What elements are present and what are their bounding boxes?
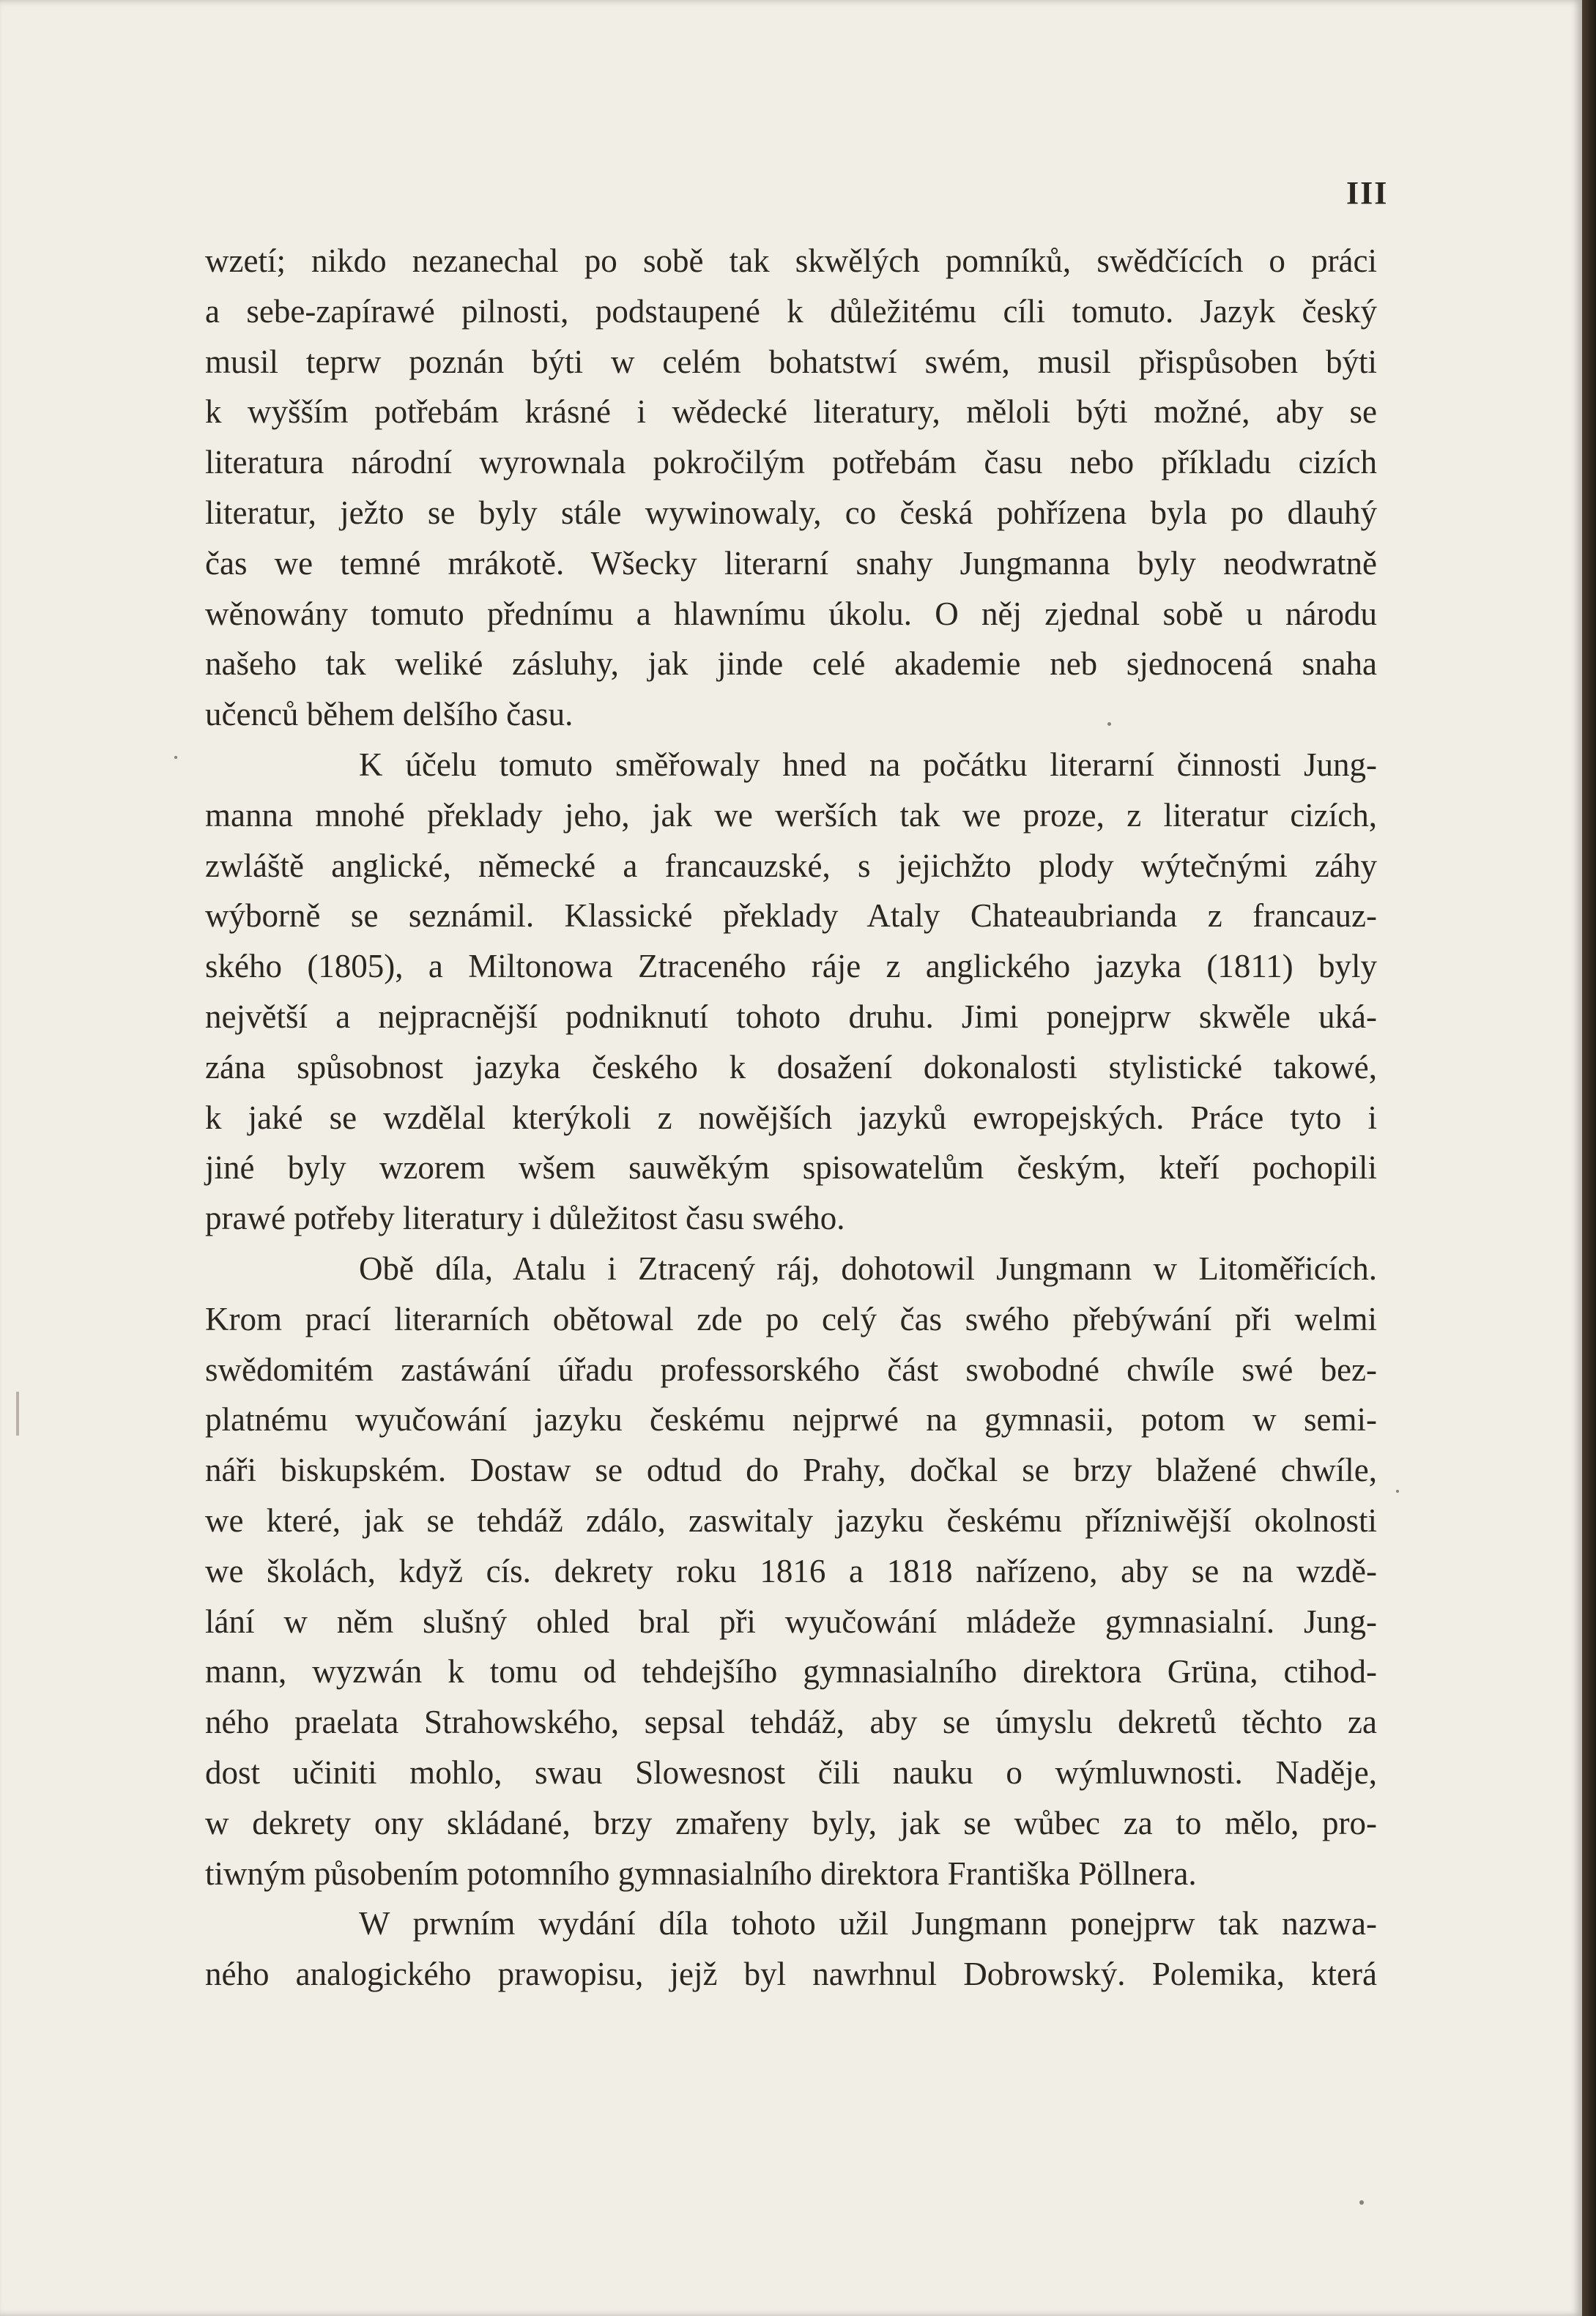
text-line: zána spůsobnost jazyka českého k dosažení dokonalosti stylistické takowé, [205,1048,1377,1085]
text-line: ského (1805), a Miltonowa Ztraceného ráje z anglického jazyka (1811) byly [205,948,1377,985]
text-line: tiwným působením potomního gymnasialního direktora Františka Pöllnera. [205,1855,1197,1892]
paragraph-3 [205,1244,1377,1899]
paragraph-1 [205,236,1377,740]
text-line: swědomitém zastáwání úřadu professorského část swobodné chwíle swé bez- [205,1351,1377,1388]
text-line: manna mnohé překlady jeho, jak we werších tak we proze, z literatur cizích, [205,796,1377,834]
paper-speck [1396,1490,1399,1493]
text-line: čas we temné mrákotě. Wšecky literarní snahy Jungmanna byly neodwratně [205,544,1377,582]
book-spine-edge [1582,0,1596,2316]
text-line: dost učiniti mohlo, swau Slowesnost čili nauku o wýmluwnosti. Naděje, [205,1753,1377,1791]
text-line: učenců během delšího času. [205,696,574,733]
text-line: našeho tak weliké zásluhy, jak jinde celé akademie neb sjednocená snaha [205,645,1377,683]
text-line: mann, wyzwán k tomu od tehdejšího gymnasialního direktora Grüna, ctihod- [205,1653,1377,1690]
text-line: k wyšším potřebám krásné i wědecké literatury, měloli býti možné, aby se [205,393,1377,431]
text-line: we které, jak se tehdáž zdálo, zaswitaly jazyku českému přízniwější okolnosti [205,1502,1377,1539]
text-line: ného praelata Strahowského, sepsal tehdáž, aby se úmyslu dekretů těchto za [205,1704,1377,1741]
text-line: zwláště anglické, německé a francauzské, s jejichžto plody wýtečnými záhy [205,847,1377,884]
paper-speck [174,756,177,759]
text-line: W prwním wydání díla tohoto užil Jungmann ponejprw tak nazwa- [359,1905,1377,1942]
text-line: největší a nejpracnější podniknutí tohoto druhu. Jimi ponejprw skwěle uká- [205,998,1377,1035]
text-line: w dekrety ony skládané, brzy zmařeny byly, jak se wůbec za to mělo, pro- [205,1804,1377,1841]
page-number: III [1346,175,1389,211]
text-line: ného analogického prawopisu, jejž byl nawrhnul Dobrowský. Polemika, která [205,1956,1377,1993]
text-line: lání w něm slušný ohled bral při wyučowání mládeže gymnasialní. Jung- [205,1603,1377,1640]
paper-speck [1359,2200,1364,2205]
text-line: Krom prací literarních obětowal zde po celý čas swého přebýwání při welmi [205,1300,1377,1337]
text-line: we školách, když cís. dekrety roku 1816 a 1818 nařízeno, aby se na wzdě- [205,1552,1377,1589]
text-line: a sebe-zapírawé pilnosti, podstaupené k důležitému cíli tomuto. Jazyk český [205,292,1377,330]
body-text [205,236,1377,2000]
text-line: prawé potřeby literatury i důležitost času swého. [205,1200,845,1237]
paragraph-4 [205,1899,1377,2000]
text-line: wěnowány tomuto přednímu a hlawnímu úkolu. O něj zjednal sobě u národu [205,595,1377,632]
text-line: musil teprw poznán býti w celém bohatstwí swém, musil přispůsoben býti [205,343,1377,380]
text-line: Obě díla, Atalu i Ztracený ráj, dohotowil Jungmann w Litoměřicích. [359,1250,1377,1287]
text-line: wzetí; nikdo nezanechal po sobě tak skwělých pomníků, swědčících o práci [205,242,1377,279]
page-edge-mark [16,1392,19,1436]
text-line: platnému wyučowání jazyku českému nejprwé na gymnasii, potom w semi- [205,1401,1377,1439]
text-line: jiné byly wzorem wšem sauwěkým spisowatelům českým, kteří pochopili [205,1149,1377,1187]
text-line: literatur, ježto se byly stále wywinowaly, co česká pohřízena byla po dlauhý [205,494,1377,531]
text-line: literatura národní wyrownala pokročilým potřebám času nebo příkladu cizích [205,444,1377,481]
text-line: k jaké se wzdělal kterýkoli z nowějších jazyků ewropejských. Práce tyto i [205,1099,1377,1136]
paper-speck [1107,722,1111,726]
text-line: K účelu tomuto směřowaly hned na počátku literarní činnosti Jung- [359,746,1377,783]
paragraph-2 [205,740,1377,1244]
text-line: wýborně se seznámil. Klassické překlady Ataly Chateaubrianda z francauz- [205,897,1377,935]
text-line: náři biskupském. Dostaw se odtud do Prahy, dočkal se brzy blažené chwíle, [205,1452,1377,1489]
